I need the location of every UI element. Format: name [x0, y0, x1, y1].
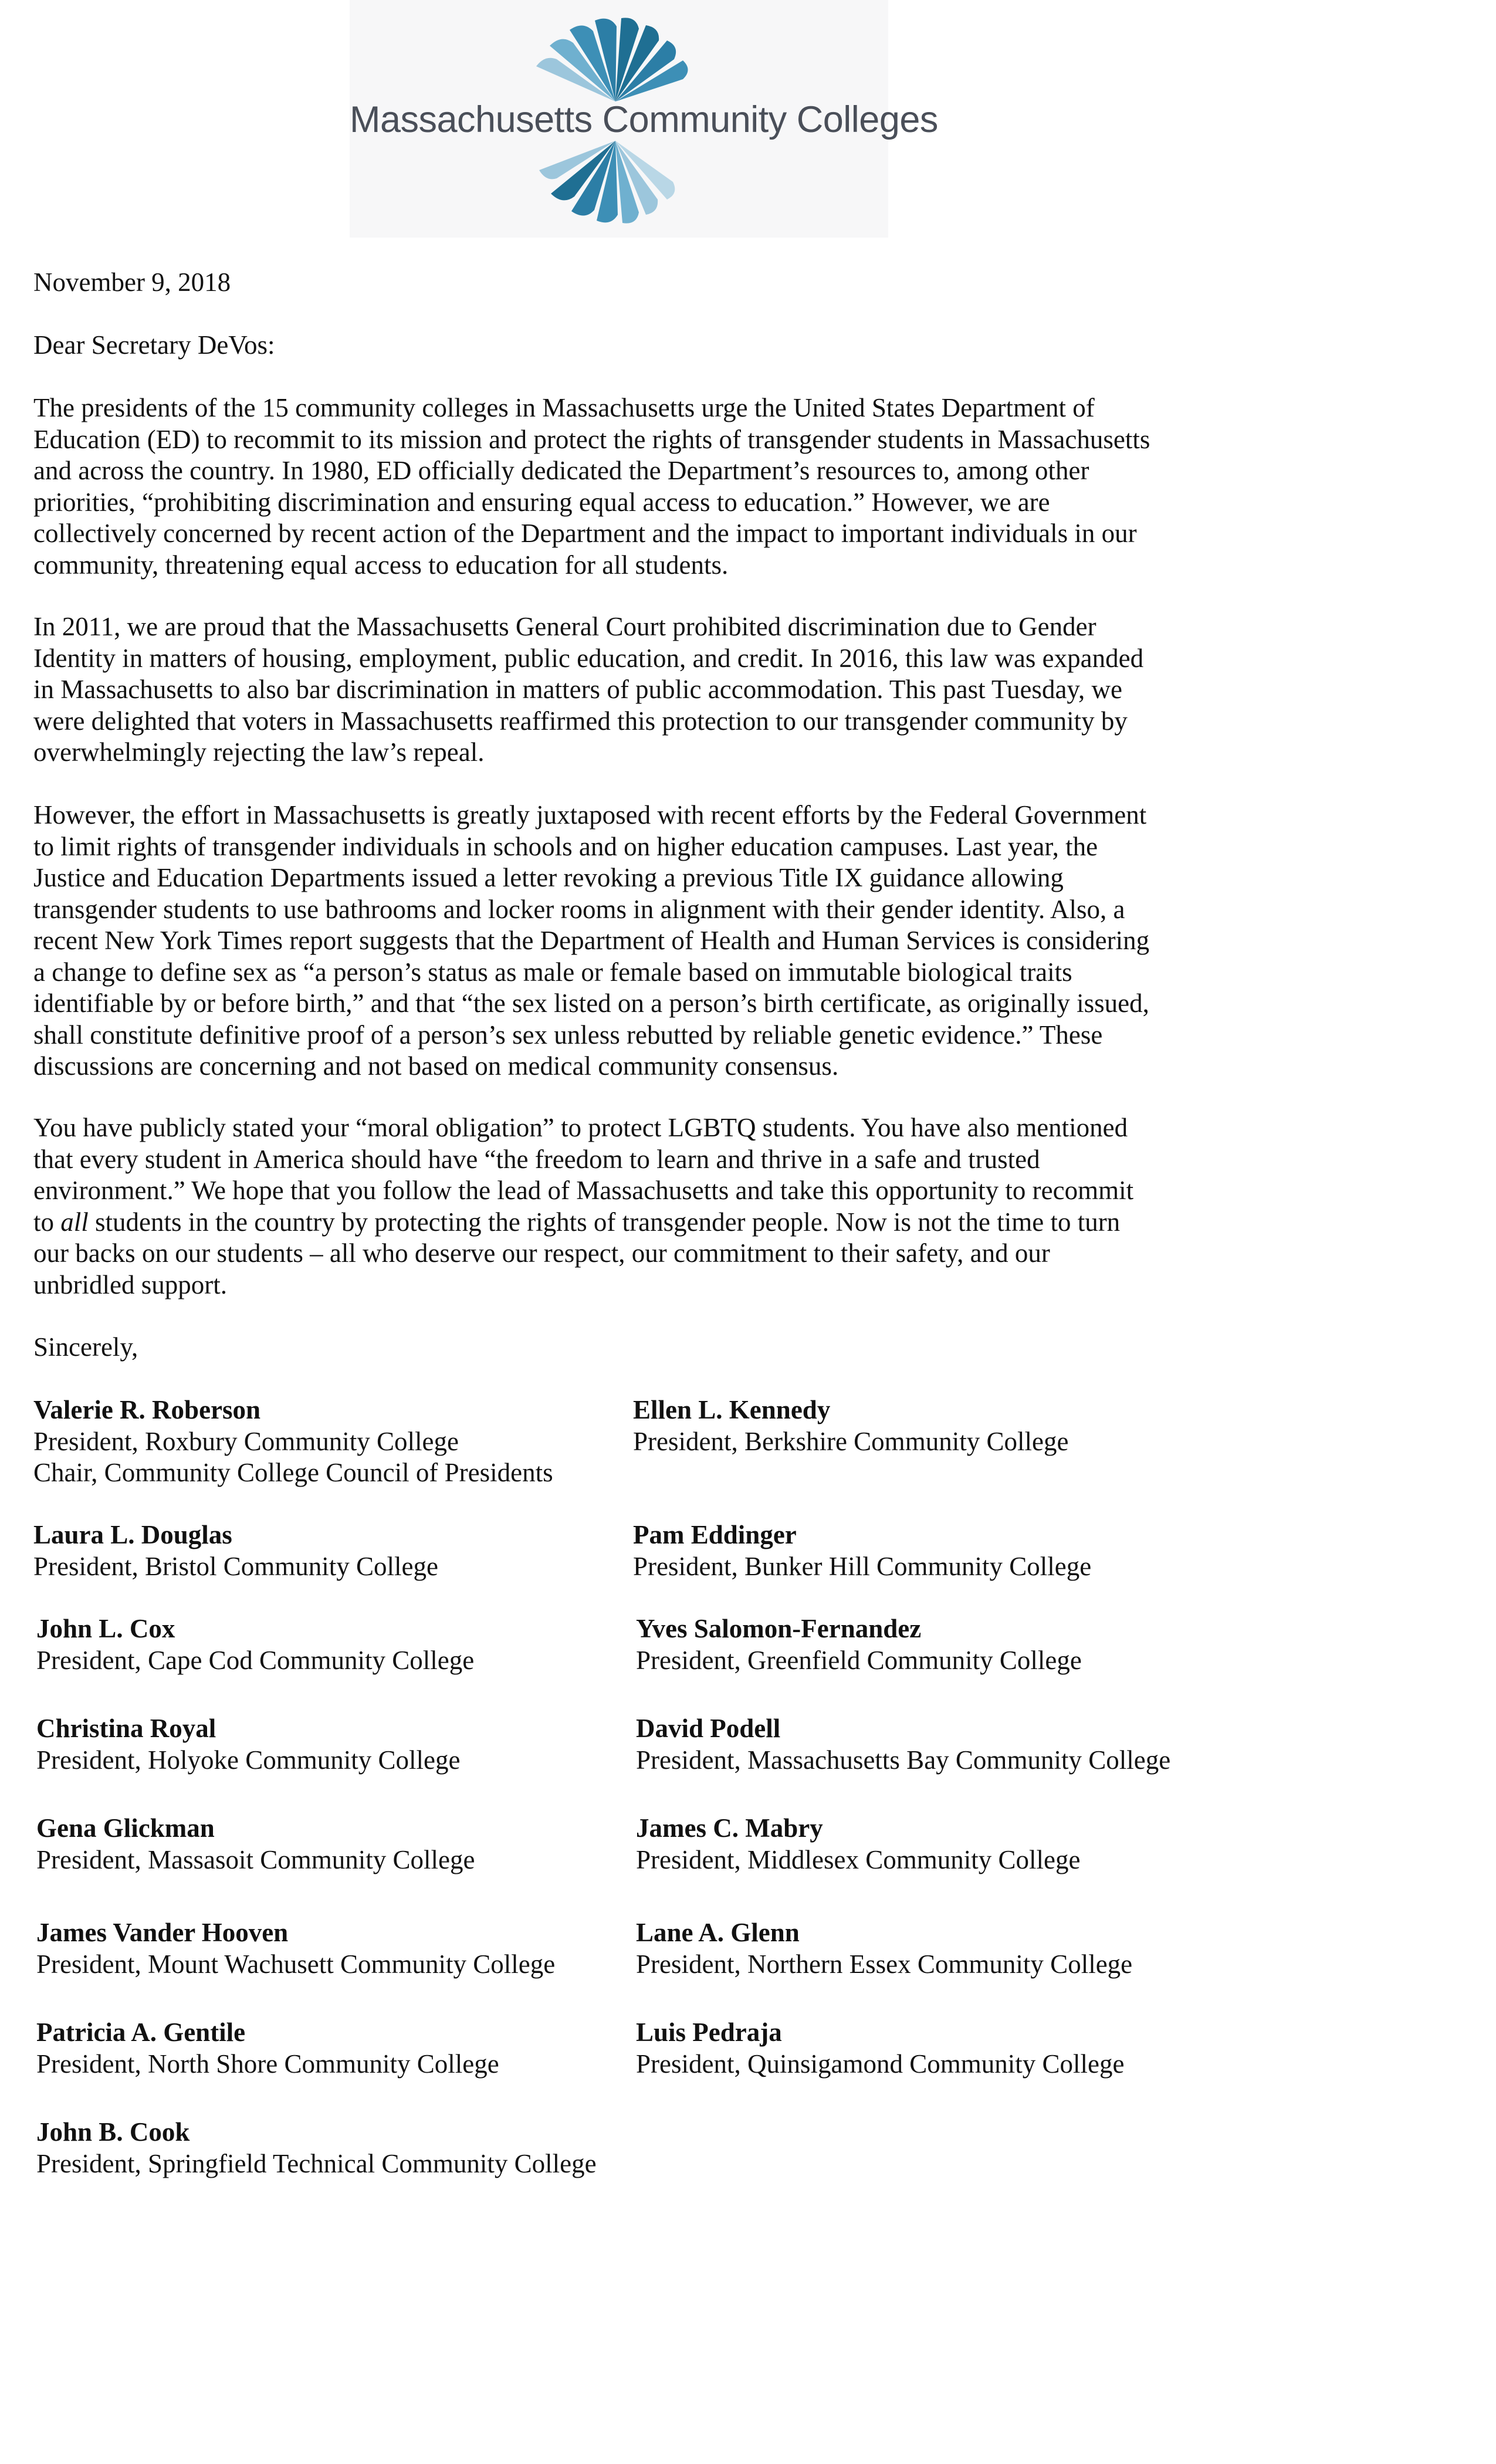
signatory: [36, 1613, 474, 1676]
paragraph-line: [33, 1207, 1207, 1238]
paragraph-line: transgender students to use bathrooms and locker rooms in alignment with their gender identity. Also, a: [33, 894, 1125, 924]
signatory-title: President, North Shore Community College: [36, 2049, 499, 2079]
paragraph-line: recent New York Times report suggests that the Department of Health and Human Services is considering: [33, 926, 1150, 955]
signatory-name: John B. Cook: [36, 2117, 190, 2147]
signatory: [636, 1917, 1132, 1980]
signatory: [636, 1813, 1080, 1876]
paragraph-4: [33, 1112, 1207, 1301]
signatory: [633, 1395, 1068, 1457]
signatory: [33, 1395, 553, 1489]
letterhead: [350, 0, 938, 238]
paragraph-line: priorities, “prohibiting discrimination and ensuring equal access to education.” However, we are: [33, 487, 1050, 517]
signatory: [36, 2117, 597, 2179]
signatory-title: President, Middlesex Community College: [636, 1844, 1081, 1874]
signatory-name: Yves Salomon-Fernandez: [636, 1614, 922, 1643]
line-prefix: to: [33, 1207, 61, 1237]
signatory-title: President, Massachusetts Bay Community College: [636, 1745, 1171, 1775]
signatory-title: President, Roxbury Community College: [33, 1426, 459, 1456]
paragraph-line: shall constitute definitive proof of a person’s sex unless rebutted by reliable genetic evidence.” These: [33, 1020, 1103, 1050]
signatory: [633, 1519, 1091, 1582]
signatory: [636, 1613, 1082, 1676]
paragraph-line: Justice and Education Departments issued a letter revoking a previous Title IX guidance allowing: [33, 863, 1064, 892]
paragraph-line: community, threatening equal access to education for all students.: [33, 550, 729, 580]
signatory-name: Christina Royal: [36, 1714, 216, 1743]
signatory-title: President, Quinsigamond Community College: [636, 2049, 1125, 2079]
paragraph-line: environment.” We hope that you follow the lead of Massachusetts and take this opportunity to recommit: [33, 1176, 1134, 1205]
emphasis-all: all: [60, 1207, 89, 1237]
signatory-title: Chair, Community College Council of Presidents: [33, 1458, 553, 1487]
paragraph-3: [33, 800, 1207, 1082]
paragraph-line: Education (ED) to recommit to its mission and protect the rights of transgender students in Massachusetts: [33, 424, 1150, 454]
paragraph-2: [33, 611, 1207, 769]
salutation: Dear Secretary DeVos:: [33, 330, 275, 360]
signatory-name: David Podell: [636, 1714, 781, 1743]
signatory-name: Gena Glickman: [36, 1813, 215, 1843]
signatory-title: President, Cape Cod Community College: [36, 1645, 475, 1675]
paragraph-line: identifiable by or before birth,” and that “the sex listed on a person’s birth certificate, as originally issued,: [33, 989, 1149, 1018]
paragraph-line: discussions are concerning and not based on medical community consensus.: [33, 1051, 839, 1081]
signatory-title: President, Mount Wachusett Community College: [36, 1949, 556, 1979]
signatory: [36, 1713, 460, 1776]
signatory-name: James C. Mabry: [636, 1813, 823, 1843]
paragraph-line: unbridled support.: [33, 1270, 227, 1299]
organization-name: Massachusetts Community Colleges: [350, 99, 938, 140]
paragraph-line: in Massachusetts to also bar discrimination in matters of public accommodation. This past Tuesday, we: [33, 675, 1122, 704]
paragraph-line: collectively concerned by recent action of the Department and the impact to important individuals in our: [33, 519, 1137, 548]
paragraph-line: our backs on our students – all who deserve our respect, our commitment to their safety, and our: [33, 1238, 1050, 1268]
paragraph-line: In 2011, we are proud that the Massachusetts General Court prohibited discrimination due to Gender: [33, 612, 1096, 641]
paragraph-line: were delighted that voters in Massachusetts reaffirmed this protection to our transgender community by: [33, 706, 1128, 736]
signatory-name: Valerie R. Roberson: [33, 1395, 261, 1424]
signatory-name: Ellen L. Kennedy: [633, 1395, 831, 1424]
signatory: [636, 2017, 1124, 2080]
signatory-title: President, Massasoit Community College: [36, 1844, 475, 1874]
paragraph-line: overwhelmingly rejecting the law’s repeal.: [33, 737, 485, 767]
paragraph-line: that every student in America should have “the freedom to learn and thrive in a safe and trusted: [33, 1144, 1040, 1174]
paragraph-line: You have publicly stated your “moral obligation” to protect LGBTQ students. You have also mentioned: [33, 1113, 1128, 1142]
signatory-name: John L. Cox: [36, 1614, 175, 1643]
signatory-title: President, Berkshire Community College: [633, 1426, 1069, 1456]
scallop-shell-logo-icon: [533, 16, 698, 104]
paragraph-line: a change to define sex as “a person’s status as male or female based on immutable biological traits: [33, 957, 1072, 987]
paragraph-1: [33, 392, 1207, 581]
signatory: [33, 1519, 438, 1582]
signatory-title: President, Greenfield Community College: [636, 1645, 1082, 1675]
line-suffix: students in the country by protecting the rights of transgender people. Now is not the time to turn: [88, 1207, 1121, 1237]
paragraph-line: The presidents of the 15 community colleges in Massachusetts urge the United States Department of: [33, 393, 1095, 422]
signatory-name: Laura L. Douglas: [33, 1520, 232, 1549]
paragraph-line: and across the country. In 1980, ED officially dedicated the Department’s resources to, among other: [33, 456, 1089, 485]
paragraph-line: Identity in matters of housing, employment, public education, and credit. In 2016, this law was expanded: [33, 643, 1144, 673]
signatory-name: Luis Pedraja: [636, 2018, 782, 2047]
scallop-shell-logo-icon: [533, 138, 698, 226]
signatory-name: Patricia A. Gentile: [36, 2018, 246, 2047]
signatory-title: President, Northern Essex Community College: [636, 1949, 1133, 1979]
signatory: [636, 1713, 1170, 1776]
paragraph-line: to limit rights of transgender individuals in schools and on higher education campuses. Last year, the: [33, 831, 1098, 861]
signatory-title: President, Bristol Community College: [33, 1551, 438, 1581]
signatory-name: James Vander Hooven: [36, 1918, 289, 1947]
signatory-name: Lane A. Glenn: [636, 1918, 800, 1947]
signatory-title: President, Holyoke Community College: [36, 1745, 461, 1775]
letter-date: November 9, 2018: [33, 268, 231, 297]
signatory: [36, 1813, 475, 1876]
signatory-title: President, Springfield Technical Community College: [36, 2148, 597, 2178]
closing: Sincerely,: [33, 1332, 138, 1362]
signatory-title: President, Bunker Hill Community College: [633, 1551, 1092, 1581]
signatory-name: Pam Eddinger: [633, 1520, 797, 1549]
signatory: [36, 2017, 499, 2080]
paragraph-line: However, the effort in Massachusetts is greatly juxtaposed with recent efforts by the Federal Government: [33, 800, 1147, 830]
signatory: [36, 1917, 555, 1980]
